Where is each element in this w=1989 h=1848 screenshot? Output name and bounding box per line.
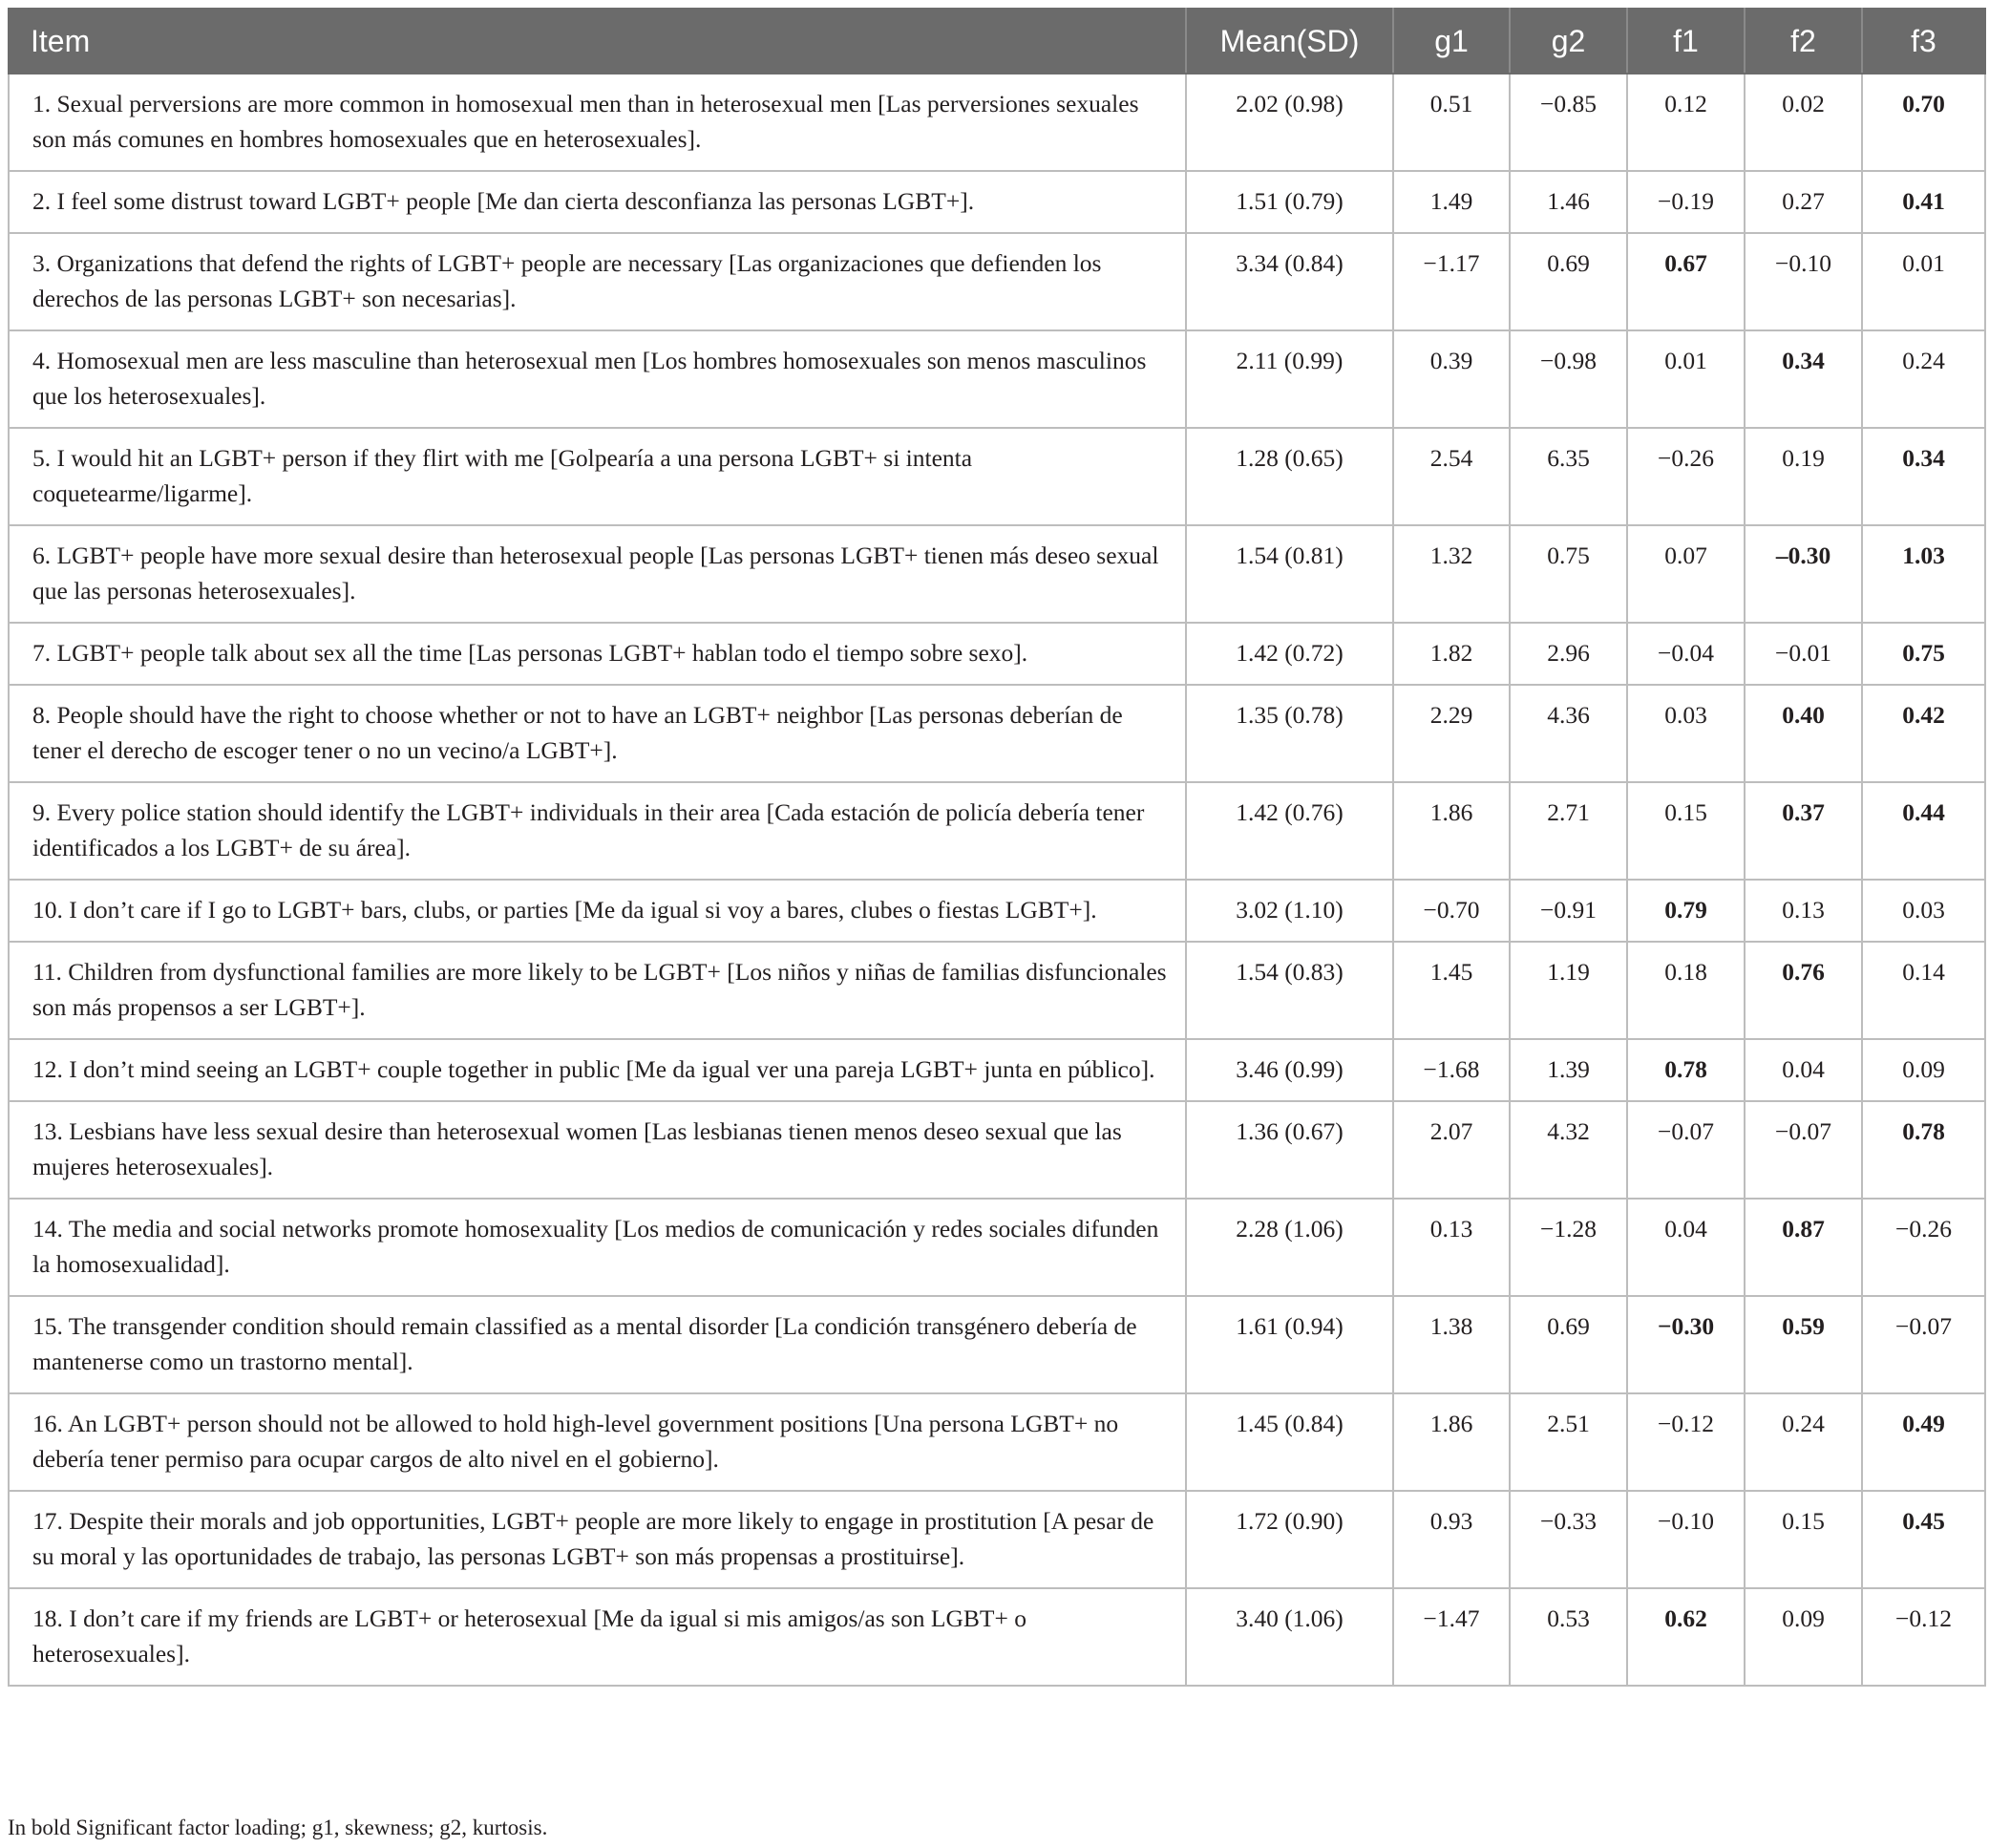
g2-cell: −0.85	[1510, 74, 1627, 171]
f3-cell: 0.49	[1862, 1393, 1985, 1491]
f3-cell: −0.07	[1862, 1296, 1985, 1393]
f3-cell: 0.24	[1862, 330, 1985, 428]
g1-cell: 0.13	[1393, 1199, 1510, 1296]
f2-cell: 0.87	[1745, 1199, 1862, 1296]
g2-cell: 1.19	[1510, 942, 1627, 1039]
g2-cell: 0.69	[1510, 1296, 1627, 1393]
mean-sd-cell: 3.40 (1.06)	[1186, 1588, 1393, 1686]
g2-cell: 2.96	[1510, 623, 1627, 685]
item-text: 13. Lesbians have less sexual desire than heterosexual women [Las lesbianas tienen menos deseo sexual que las mujeres heterosexuales].	[9, 1101, 1186, 1199]
f3-cell: 0.03	[1862, 880, 1985, 942]
f1-cell: −0.12	[1627, 1393, 1745, 1491]
mean-sd-cell: 1.54 (0.83)	[1186, 942, 1393, 1039]
f2-cell: 0.19	[1745, 428, 1862, 525]
table-row	[9, 330, 1985, 428]
item-text: 10. I don’t care if I go to LGBT+ bars, clubs, or parties [Me da igual si voy a bares, clubes o fiestas LGBT+].	[9, 880, 1186, 942]
g1-cell: 0.51	[1393, 74, 1510, 171]
header-f1: f1	[1627, 9, 1745, 74]
g1-cell: 0.93	[1393, 1491, 1510, 1588]
f1-cell: 0.03	[1627, 685, 1745, 782]
g1-cell: 0.39	[1393, 330, 1510, 428]
item-text: 12. I don’t mind seeing an LGBT+ couple together in public [Me da igual ver una pareja LGBT+ junta en público].	[9, 1039, 1186, 1101]
f1-cell: −0.26	[1627, 428, 1745, 525]
f2-cell: 0.34	[1745, 330, 1862, 428]
mean-sd-cell: 1.36 (0.67)	[1186, 1101, 1393, 1199]
table-row	[9, 428, 1985, 525]
g1-cell: 2.54	[1393, 428, 1510, 525]
mean-sd-cell: 1.54 (0.81)	[1186, 525, 1393, 623]
mean-sd-cell: 1.42 (0.72)	[1186, 623, 1393, 685]
mean-sd-cell: 1.51 (0.79)	[1186, 171, 1393, 233]
f2-cell: 0.13	[1745, 880, 1862, 942]
f2-cell: 0.02	[1745, 74, 1862, 171]
g1-cell: 1.86	[1393, 1393, 1510, 1491]
table-row	[9, 685, 1985, 782]
header-g2: g2	[1510, 9, 1627, 74]
g1-cell: 2.29	[1393, 685, 1510, 782]
g2-cell: 1.39	[1510, 1039, 1627, 1101]
header-mean-sd: Mean(SD)	[1186, 9, 1393, 74]
g2-cell: 4.32	[1510, 1101, 1627, 1199]
g1-cell: 1.45	[1393, 942, 1510, 1039]
g2-cell: 6.35	[1510, 428, 1627, 525]
item-text: 9. Every police station should identify the LGBT+ individuals in their area [Cada estación de policía debería tener identificados a los LGBT+ de su área].	[9, 782, 1186, 880]
g2-cell: 2.51	[1510, 1393, 1627, 1491]
table-row	[9, 942, 1985, 1039]
f1-cell: −0.19	[1627, 171, 1745, 233]
f3-cell: 0.42	[1862, 685, 1985, 782]
table-body	[9, 74, 1985, 1686]
f3-cell: −0.26	[1862, 1199, 1985, 1296]
f3-cell: 0.45	[1862, 1491, 1985, 1588]
table-row	[9, 880, 1985, 942]
g1-cell: 1.49	[1393, 171, 1510, 233]
g1-cell: −0.70	[1393, 880, 1510, 942]
mean-sd-cell: 1.61 (0.94)	[1186, 1296, 1393, 1393]
f2-cell: –0.30	[1745, 525, 1862, 623]
g2-cell: 1.46	[1510, 171, 1627, 233]
table-row	[9, 1393, 1985, 1491]
g1-cell: −1.17	[1393, 233, 1510, 330]
header-f3: f3	[1862, 9, 1985, 74]
f1-cell: 0.78	[1627, 1039, 1745, 1101]
mean-sd-cell: 1.45 (0.84)	[1186, 1393, 1393, 1491]
header-g1: g1	[1393, 9, 1510, 74]
f1-cell: −0.07	[1627, 1101, 1745, 1199]
item-text: 17. Despite their morals and job opportunities, LGBT+ people are more likely to engage in prostitution [A pesar de su moral y las oportunidades de trabajo, las personas LGBT+ son más propensas a prostituirse].	[9, 1491, 1186, 1588]
header-item: Item	[9, 9, 1186, 74]
g1-cell: 1.38	[1393, 1296, 1510, 1393]
table-row	[9, 1199, 1985, 1296]
mean-sd-cell: 2.11 (0.99)	[1186, 330, 1393, 428]
g1-cell: −1.47	[1393, 1588, 1510, 1686]
f3-cell: 0.09	[1862, 1039, 1985, 1101]
f3-cell: 0.01	[1862, 233, 1985, 330]
f3-cell: 0.34	[1862, 428, 1985, 525]
g1-cell: 1.86	[1393, 782, 1510, 880]
g2-cell: −1.28	[1510, 1199, 1627, 1296]
item-text: 2. I feel some distrust toward LGBT+ people [Me dan cierta desconfianza las personas LGBT+].	[9, 171, 1186, 233]
f1-cell: 0.18	[1627, 942, 1745, 1039]
g2-cell: −0.33	[1510, 1491, 1627, 1588]
f2-cell: 0.27	[1745, 171, 1862, 233]
item-text: 5. I would hit an LGBT+ person if they flirt with me [Golpearía a una persona LGBT+ si intenta coquetearme/ligarme].	[9, 428, 1186, 525]
g2-cell: −0.98	[1510, 330, 1627, 428]
header-row	[9, 9, 1985, 74]
table-row	[9, 1588, 1985, 1686]
item-text: 7. LGBT+ people talk about sex all the time [Las personas LGBT+ hablan todo el tiempo sobre sexo].	[9, 623, 1186, 685]
table-row	[9, 782, 1985, 880]
table-row	[9, 525, 1985, 623]
f2-cell: 0.04	[1745, 1039, 1862, 1101]
item-text: 4. Homosexual men are less masculine than heterosexual men [Los hombres homosexuales son menos masculinos que los heterosexuales].	[9, 330, 1186, 428]
f2-cell: −0.10	[1745, 233, 1862, 330]
mean-sd-cell: 1.28 (0.65)	[1186, 428, 1393, 525]
g1-cell: 1.82	[1393, 623, 1510, 685]
table-row	[9, 1101, 1985, 1199]
f1-cell: −0.04	[1627, 623, 1745, 685]
item-text: 18. I don’t care if my friends are LGBT+ or heterosexual [Me da igual si mis amigos/as son LGBT+ o heterosexuales].	[9, 1588, 1186, 1686]
mean-sd-cell: 3.34 (0.84)	[1186, 233, 1393, 330]
f3-cell: 0.75	[1862, 623, 1985, 685]
g2-cell: 0.69	[1510, 233, 1627, 330]
f1-cell: 0.04	[1627, 1199, 1745, 1296]
f2-cell: 0.40	[1745, 685, 1862, 782]
f1-cell: 0.15	[1627, 782, 1745, 880]
table-row	[9, 623, 1985, 685]
table-row	[9, 1296, 1985, 1393]
g2-cell: 4.36	[1510, 685, 1627, 782]
table-row	[9, 1491, 1985, 1588]
f2-cell: 0.59	[1745, 1296, 1862, 1393]
item-text: 15. The transgender condition should remain classified as a mental disorder [La condición transgénero debería de mantenerse como un trastorno mental].	[9, 1296, 1186, 1393]
f3-cell: 0.44	[1862, 782, 1985, 880]
g2-cell: −0.91	[1510, 880, 1627, 942]
f2-cell: 0.09	[1745, 1588, 1862, 1686]
mean-sd-cell: 1.42 (0.76)	[1186, 782, 1393, 880]
mean-sd-cell: 2.28 (1.06)	[1186, 1199, 1393, 1296]
f1-cell: −0.10	[1627, 1491, 1745, 1588]
item-text: 8. People should have the right to choose whether or not to have an LGBT+ neighbor [Las personas deberían de tener el derecho de escoger tener o no un vecino/a LGBT+].	[9, 685, 1186, 782]
item-text: 14. The media and social networks promote homosexuality [Los medios de comunicación y redes sociales difunden la homosexualidad].	[9, 1199, 1186, 1296]
factor-loading-table	[8, 8, 1986, 1687]
header-f2: f2	[1745, 9, 1862, 74]
f2-cell: −0.07	[1745, 1101, 1862, 1199]
f2-cell: 0.15	[1745, 1491, 1862, 1588]
f3-cell: 0.78	[1862, 1101, 1985, 1199]
table-header	[9, 9, 1985, 74]
f2-cell: −0.01	[1745, 623, 1862, 685]
f1-cell: −0.30	[1627, 1296, 1745, 1393]
f1-cell: 0.79	[1627, 880, 1745, 942]
f1-cell: 0.01	[1627, 330, 1745, 428]
mean-sd-cell: 1.72 (0.90)	[1186, 1491, 1393, 1588]
f2-cell: 0.76	[1745, 942, 1862, 1039]
f2-cell: 0.24	[1745, 1393, 1862, 1491]
item-text: 3. Organizations that defend the rights of LGBT+ people are necessary [Las organizaciones que defienden los derechos de las personas LGBT+ son necesarias].	[9, 233, 1186, 330]
f3-cell: 1.03	[1862, 525, 1985, 623]
g2-cell: 2.71	[1510, 782, 1627, 880]
g1-cell: −1.68	[1393, 1039, 1510, 1101]
table-row	[9, 74, 1985, 171]
table-footnote: In bold Significant factor loading; g1, skewness; g2, kurtosis.	[8, 1816, 548, 1839]
f1-cell: 0.12	[1627, 74, 1745, 171]
table-row	[9, 233, 1985, 330]
f3-cell: 0.41	[1862, 171, 1985, 233]
item-text: 11. Children from dysfunctional families are more likely to be LGBT+ [Los niños y niñas de familias disfuncionales son más propensos a ser LGBT+].	[9, 942, 1186, 1039]
item-text: 1. Sexual perversions are more common in homosexual men than in heterosexual men [Las perversiones sexuales son más comunes en hombres homosexuales que en heterosexuales].	[9, 74, 1186, 171]
f2-cell: 0.37	[1745, 782, 1862, 880]
f1-cell: 0.67	[1627, 233, 1745, 330]
table-row	[9, 1039, 1985, 1101]
item-text: 6. LGBT+ people have more sexual desire than heterosexual people [Las personas LGBT+ tienen más deseo sexual que las personas heterosexuales].	[9, 525, 1186, 623]
mean-sd-cell: 3.46 (0.99)	[1186, 1039, 1393, 1101]
g1-cell: 1.32	[1393, 525, 1510, 623]
mean-sd-cell: 1.35 (0.78)	[1186, 685, 1393, 782]
mean-sd-cell: 3.02 (1.10)	[1186, 880, 1393, 942]
g1-cell: 2.07	[1393, 1101, 1510, 1199]
item-text: 16. An LGBT+ person should not be allowed to hold high-level government positions [Una persona LGBT+ no debería tener permiso para ocupar cargos de alto nivel en el gobierno].	[9, 1393, 1186, 1491]
f1-cell: 0.62	[1627, 1588, 1745, 1686]
mean-sd-cell: 2.02 (0.98)	[1186, 74, 1393, 171]
f3-cell: 0.14	[1862, 942, 1985, 1039]
f3-cell: 0.70	[1862, 74, 1985, 171]
g2-cell: 0.75	[1510, 525, 1627, 623]
f1-cell: 0.07	[1627, 525, 1745, 623]
g2-cell: 0.53	[1510, 1588, 1627, 1686]
f3-cell: −0.12	[1862, 1588, 1985, 1686]
table-row	[9, 171, 1985, 233]
